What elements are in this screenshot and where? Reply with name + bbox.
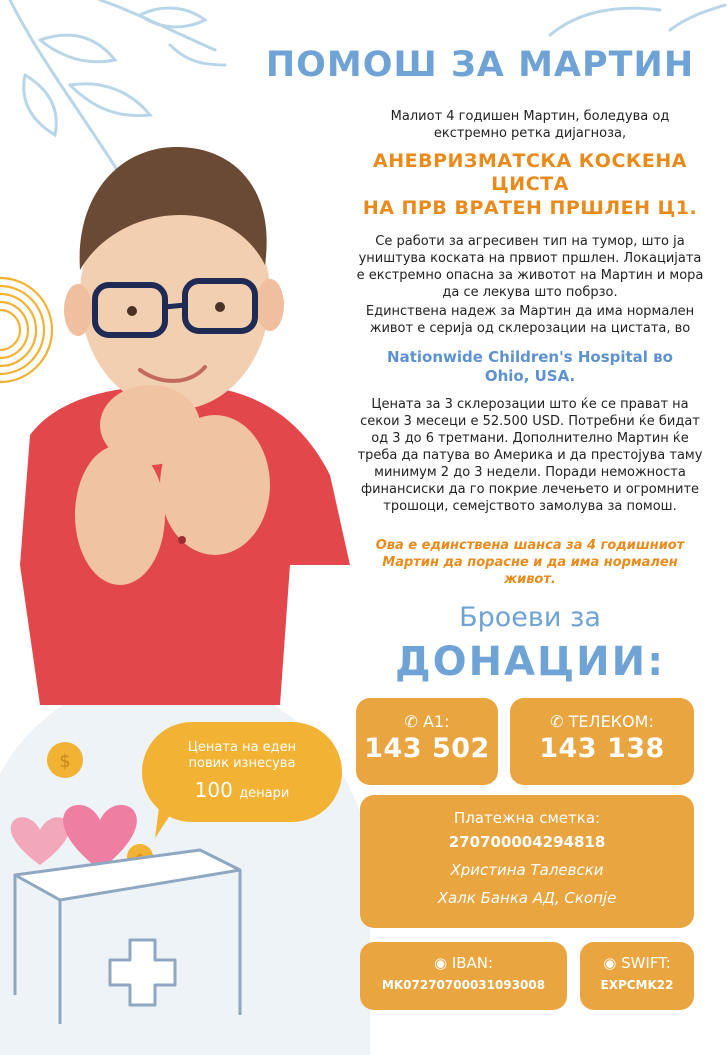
donations-subtitle: Броеви за bbox=[459, 602, 601, 633]
bubble-amount: 100 bbox=[194, 778, 233, 802]
a1-number: 143 502 bbox=[364, 733, 490, 764]
iban-value: MK07270700031093008 bbox=[381, 978, 546, 992]
bubble-text: Цената на еден повик изнесува bbox=[187, 740, 297, 771]
phone-icon: ✆ bbox=[550, 712, 564, 731]
a1-box bbox=[356, 698, 498, 785]
swift-label: SWIFT: bbox=[621, 954, 671, 972]
intro-text: Малиот 4 годишен Мартин, боледува од екстремно ретка дијагноза, bbox=[390, 109, 670, 141]
telekom-box bbox=[510, 698, 694, 785]
bubble-unit: денари bbox=[239, 786, 290, 801]
diagnosis-line-2: НА ПРВ ВРАТЕН ПРШЛЕН Ц1. bbox=[362, 197, 698, 219]
account-bank: Халк Банка АД, Скопје bbox=[437, 889, 617, 907]
paragraph-3: Цената за 3 склерозации што ќе се прават на секои 3 месеци е 52.500 USD. Потребни ќе бидат од 3 до 6 третмани. Дополнително Мартин ќе треба да патува во Америка и да престојува таму минимум 2 до 3 недели. Поради неможноста финансиски да го покрие лечењето и огромните трошоци, семејството замолува за помош. bbox=[357, 397, 703, 514]
globe-icon: ◉ bbox=[603, 954, 617, 972]
swift-value: EXPCMK22 bbox=[600, 978, 674, 992]
boy-photo bbox=[0, 95, 355, 705]
iban-box bbox=[360, 942, 567, 1010]
hospital-name: Nationwide Children's Hospital во Ohio, USA. bbox=[387, 348, 673, 385]
account-label: Платежна сметка: bbox=[453, 809, 601, 827]
iban-label: IBAN: bbox=[451, 954, 494, 972]
paragraph-1: Се работи за агресивен тип на тумор, што ја уништува коската на првиот пршлен. Локацијата е екстремно опасна за животот на Мартин и мора да се лекува што побрзо. bbox=[356, 234, 704, 300]
telekom-label: ТЕЛЕКОМ: bbox=[568, 712, 654, 731]
svg-text:$: $ bbox=[59, 751, 71, 772]
account-number: 270700004294818 bbox=[448, 833, 606, 851]
leaf-decoration-right bbox=[540, 0, 727, 40]
globe-icon: ◉ bbox=[433, 954, 448, 972]
telekom-number: 143 138 bbox=[539, 733, 665, 764]
swift-box bbox=[580, 942, 694, 1010]
paragraph-2: Единствена надеж за Мартин да има нормален живот е серија од склерозации на цистата, во bbox=[365, 304, 695, 336]
donations-title: ДОНАЦИИ: bbox=[394, 639, 666, 685]
account-holder: Христина Талевски bbox=[450, 861, 604, 879]
page-title: ПОМОШ ЗА МАРТИН bbox=[265, 45, 695, 85]
account-box bbox=[360, 795, 694, 928]
diagnosis-line-1: АНЕВРИЗМАТСКА КОСКЕНА ЦИСТА bbox=[373, 150, 687, 195]
donation-box-illustration bbox=[0, 735, 260, 1024]
phone-icon: ✆ bbox=[404, 712, 418, 731]
closing-text: Ова е единствена шанса за 4 годишниот Мартин да порасне и да има нормален живот. bbox=[375, 538, 685, 587]
a1-label: А1: bbox=[422, 712, 450, 731]
